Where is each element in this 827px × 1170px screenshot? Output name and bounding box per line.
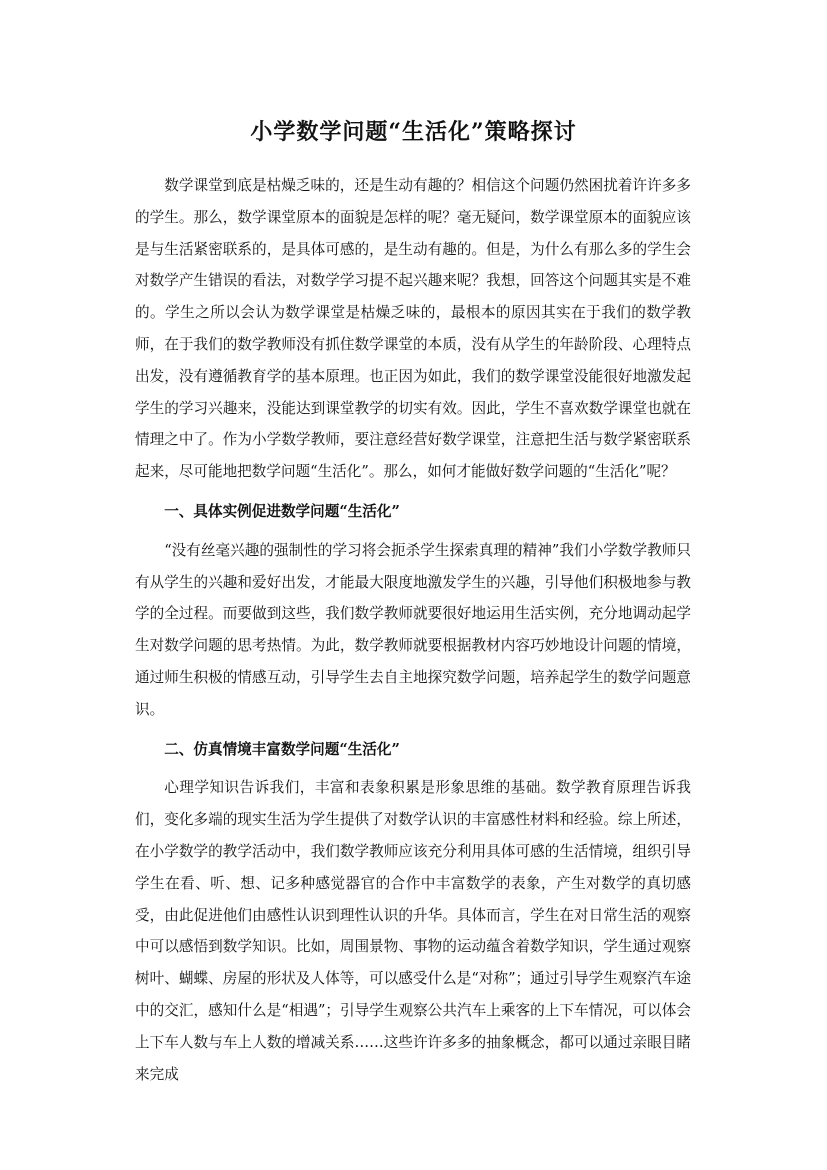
section-2-heading: 二、仿真情境丰富数学问题“生活化” xyxy=(164,740,400,758)
intro-paragraph: 数学课堂到底是枯燥乏味的，还是生动有趣的？相信这个问题仍然困扰着许许多多的学生。那么，数学课堂原本的面貌是怎样的呢？毫无疑问，数学课堂原本的面貌应该是与生活紧密联系的，是具体可感的，是生动有趣的。但是，为什么有那么多的学生会对数学产生错误的看法，对数学学习提不起兴趣来呢？我想，回答这个问题其实是不难的。学生之所以会认为数学课堂是枯燥乏味的，最根本的原因其实在于我们的数学教师，在于我们的数学教师没有抓住数学课堂的本质，没有从学生的年龄阶段、心理特点出发，没有遵循教育学的基本原理。也正因为如此，我们的数学课堂没能很好地激发起学生的学习兴趣来，没能达到课堂教学的切实有效。因此，学生不喜欢数学课堂也就在情理之中了。作为小学数学教师，要注意经营好数学课堂，注意把生活与数学紧密联系起来，尽可能地把数学问题“生活化”。那么，如何才能做好数学问题的“生活化”呢？ xyxy=(135,177,691,481)
section-2-paragraph: 心理学知识告诉我们，丰富和表象积累是形象思维的基础。数学教育原理告诉我们，变化多端的现实生活为学生提供了对数学认识的丰富感性材料和经验。综上所述，在小学数学的教学活动中，我们数学教师应该充分利用具体可感的生活情境，组织引导学生在看、听、想、记多种感觉器官的合作中丰富数学的表象，产生对数学的真切感受，由此促进他们由感性认识到理性认识的升华。具体而言，学生在对日常生活的观察中可以感悟到数学知识。比如，周围景物、事物的运动蕴含着数学知识，学生通过观察树叶、蝴蝶、房屋的形状及人体等，可以感受什么是“对称”；通过引导学生观察汽车途中的交汇，感知什么是“相遇”；引导学生观察公共汽车上乘客的上下车情况，可以体会上下车人数与车上人数的增减关系……这些许许多多的抽象概念，都可以通过亲眼目睹来完成 xyxy=(135,779,691,1083)
section-1-heading: 一、具体实例促进数学问题“生活化” xyxy=(164,502,400,520)
document-title: 小学数学问题“生活化”策略探讨 xyxy=(250,119,577,145)
section-1-paragraph: “没有丝毫兴趣的强制性的学习将会扼杀学生探索真理的精神”我们小学数学教师只有从学生的兴趣和爱好出发，才能最大限度地激发学生的兴趣，引导他们积极地参与教学的全过程。而要做到这些，我们数学教师就要很好地运用生活实例，充分地调动起学生对数学问题的思考热情。为此，数学教师就要根据教材内容巧妙地设计问题的情境，通过师生积极的情感互动，引导学生去自主地探究数学问题，培养起学生的数学问题意识。 xyxy=(135,541,691,718)
document-body xyxy=(135,170,691,1090)
